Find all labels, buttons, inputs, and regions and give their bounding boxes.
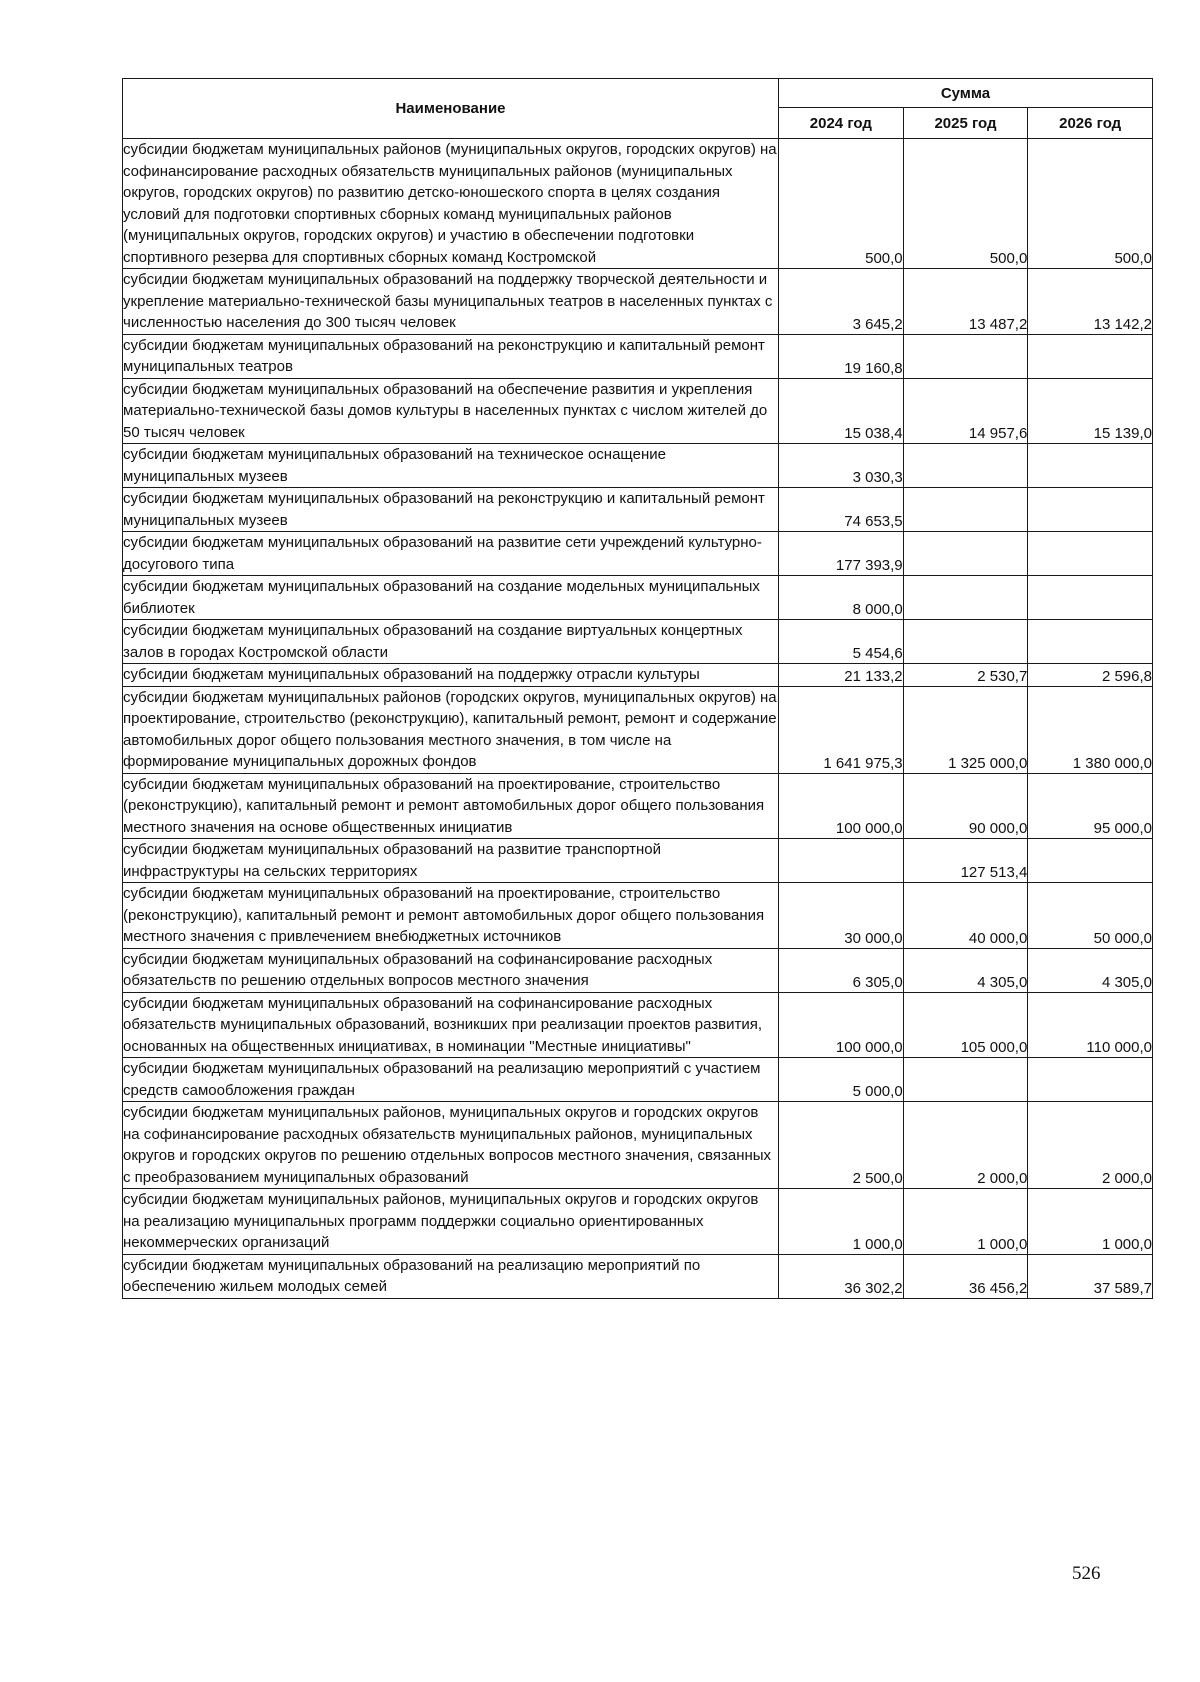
row-value-2026: 95 000,0	[1028, 773, 1153, 839]
row-name: субсидии бюджетам муниципальных образований на развитие сети учреждений культурно-досугового типа	[123, 532, 779, 576]
row-value-2026: 2 596,8	[1028, 664, 1153, 687]
table-body	[123, 139, 1153, 1299]
table-row	[123, 1102, 1153, 1189]
table-row	[123, 334, 1153, 378]
row-value-2024: 3 645,2	[779, 269, 904, 335]
row-value-2026: 500,0	[1028, 139, 1153, 269]
row-value-2025: 105 000,0	[903, 992, 1028, 1058]
row-name: субсидии бюджетам муниципальных образований на реализацию мероприятий по обеспечению жильем молодых семей	[123, 1254, 779, 1298]
table-row	[123, 839, 1153, 883]
row-value-2026	[1028, 1058, 1153, 1102]
row-value-2026	[1028, 444, 1153, 488]
row-value-2024: 500,0	[779, 139, 904, 269]
row-value-2024	[779, 839, 904, 883]
header-year-2025: 2025 год	[903, 108, 1028, 139]
table-row	[123, 883, 1153, 949]
row-value-2026: 37 589,7	[1028, 1254, 1153, 1298]
row-name: субсидии бюджетам муниципальных образований на софинансирование расходных обязательств по решению отдельных вопросов местного значения	[123, 948, 779, 992]
row-name: субсидии бюджетам муниципальных районов (муниципальных округов, городских округов) на софинансирование расходных обязательств муниципальных районов (муниципальных округов, городских округов) по развитию детско-юношеского спорта в целях создания условий для подготовки спортивных сборных команд муниципальных районов (муниципальных округов, городских округов) и участию в обеспечении подготовки спортивного резерва для спортивных сборных команд Костромской	[123, 139, 779, 269]
row-value-2024: 6 305,0	[779, 948, 904, 992]
row-name: субсидии бюджетам муниципальных районов (городских округов, муниципальных округов) на проектирование, строительство (реконструкцию), капитальный ремонт, ремонт и содержание автомобильных дорог общего пользования местного значения, в том числе на формирование муниципальных дорожных фондов	[123, 686, 779, 773]
row-value-2024: 1 000,0	[779, 1189, 904, 1255]
table-row	[123, 686, 1153, 773]
table-row	[123, 773, 1153, 839]
row-name: субсидии бюджетам муниципальных образований на софинансирование расходных обязательств муниципальных образований, возникших при реализации проектов развития, основанных на общественных инициативах, в номинации "Местные инициативы"	[123, 992, 779, 1058]
row-value-2026	[1028, 488, 1153, 532]
row-name: субсидии бюджетам муниципальных образований на поддержку творческой деятельности и укрепление материально-технической базы муниципальных театров в населенных пунктах с численностью населения до 300 тысяч человек	[123, 269, 779, 335]
row-value-2026: 15 139,0	[1028, 378, 1153, 444]
row-value-2026	[1028, 532, 1153, 576]
row-value-2025: 36 456,2	[903, 1254, 1028, 1298]
header-year-2026: 2026 год	[1028, 108, 1153, 139]
table-row	[123, 1058, 1153, 1102]
table-row	[123, 1189, 1153, 1255]
header-year-2024: 2024 год	[779, 108, 904, 139]
row-value-2024: 3 030,3	[779, 444, 904, 488]
row-name: субсидии бюджетам муниципальных образований на развитие транспортной инфраструктуры на сельских территориях	[123, 839, 779, 883]
row-value-2026	[1028, 334, 1153, 378]
table-row	[123, 139, 1153, 269]
row-value-2024: 100 000,0	[779, 992, 904, 1058]
table-header	[123, 79, 1153, 139]
row-value-2026: 4 305,0	[1028, 948, 1153, 992]
table-row	[123, 532, 1153, 576]
row-value-2026	[1028, 576, 1153, 620]
row-value-2025: 14 957,6	[903, 378, 1028, 444]
row-value-2025: 13 487,2	[903, 269, 1028, 335]
table-row	[123, 948, 1153, 992]
row-value-2024: 19 160,8	[779, 334, 904, 378]
row-value-2026: 110 000,0	[1028, 992, 1153, 1058]
row-value-2026: 50 000,0	[1028, 883, 1153, 949]
row-name: субсидии бюджетам муниципальных образований на проектирование, строительство (реконструкцию), капитальный ремонт и ремонт автомобильных дорог общего пользования местного значения с привлечением внебюджетных источников	[123, 883, 779, 949]
row-name: субсидии бюджетам муниципальных образований на поддержку отрасли культуры	[123, 664, 779, 687]
header-name: Наименование	[123, 79, 779, 139]
row-name: субсидии бюджетам муниципальных образований на создание модельных муниципальных библиотек	[123, 576, 779, 620]
row-value-2024: 21 133,2	[779, 664, 904, 687]
row-value-2025	[903, 334, 1028, 378]
row-value-2025	[903, 576, 1028, 620]
table-row	[123, 620, 1153, 664]
row-name: субсидии бюджетам муниципальных районов, муниципальных округов и городских округов на софинансирование расходных обязательств муниципальных районов, муниципальных округов и городских округов по решению отдельных вопросов местного значения, связанных с преобразованием муниципальных образований	[123, 1102, 779, 1189]
row-value-2024: 8 000,0	[779, 576, 904, 620]
row-value-2025: 127 513,4	[903, 839, 1028, 883]
row-value-2024: 30 000,0	[779, 883, 904, 949]
row-value-2025: 2 530,7	[903, 664, 1028, 687]
row-value-2024: 1 641 975,3	[779, 686, 904, 773]
row-value-2024: 5 000,0	[779, 1058, 904, 1102]
table-row	[123, 444, 1153, 488]
row-name: субсидии бюджетам муниципальных районов, муниципальных округов и городских округов на реализацию муниципальных программ поддержки социально ориентированных некоммерческих организаций	[123, 1189, 779, 1255]
row-value-2026	[1028, 620, 1153, 664]
row-value-2025: 500,0	[903, 139, 1028, 269]
table-row	[123, 378, 1153, 444]
row-name: субсидии бюджетам муниципальных образований на реализацию мероприятий с участием средств самообложения граждан	[123, 1058, 779, 1102]
row-value-2026: 1 000,0	[1028, 1189, 1153, 1255]
row-value-2024: 15 038,4	[779, 378, 904, 444]
table-row	[123, 992, 1153, 1058]
page-number: 526	[1072, 1563, 1101, 1584]
table-row	[123, 1254, 1153, 1298]
row-value-2025	[903, 444, 1028, 488]
row-value-2024: 36 302,2	[779, 1254, 904, 1298]
row-value-2025	[903, 620, 1028, 664]
row-value-2025	[903, 488, 1028, 532]
row-name: субсидии бюджетам муниципальных образований на техническое оснащение муниципальных музеев	[123, 444, 779, 488]
table-row	[123, 488, 1153, 532]
row-value-2025: 40 000,0	[903, 883, 1028, 949]
row-value-2025: 1 000,0	[903, 1189, 1028, 1255]
row-value-2025: 4 305,0	[903, 948, 1028, 992]
row-value-2024: 100 000,0	[779, 773, 904, 839]
row-value-2025	[903, 1058, 1028, 1102]
row-value-2024: 5 454,6	[779, 620, 904, 664]
row-name: субсидии бюджетам муниципальных образований на проектирование, строительство (реконструкцию), капитальный ремонт и ремонт автомобильных дорог общего пользования местного значения на основе общественных инициатив	[123, 773, 779, 839]
table-row	[123, 576, 1153, 620]
table-row	[123, 664, 1153, 687]
header-sum: Сумма	[779, 79, 1153, 108]
row-name: субсидии бюджетам муниципальных образований на обеспечение развития и укрепления материально-технической базы домов культуры в населенных пунктах с числом жителей до 50 тысяч человек	[123, 378, 779, 444]
row-value-2025: 2 000,0	[903, 1102, 1028, 1189]
row-value-2025: 1 325 000,0	[903, 686, 1028, 773]
row-value-2026: 2 000,0	[1028, 1102, 1153, 1189]
row-value-2026: 1 380 000,0	[1028, 686, 1153, 773]
row-value-2025: 90 000,0	[903, 773, 1028, 839]
row-value-2024: 74 653,5	[779, 488, 904, 532]
budget-table	[122, 78, 1153, 1299]
table-row	[123, 269, 1153, 335]
row-value-2026: 13 142,2	[1028, 269, 1153, 335]
row-name: субсидии бюджетам муниципальных образований на реконструкцию и капитальный ремонт муниципальных музеев	[123, 488, 779, 532]
row-value-2024: 177 393,9	[779, 532, 904, 576]
row-value-2026	[1028, 839, 1153, 883]
row-name: субсидии бюджетам муниципальных образований на реконструкцию и капитальный ремонт муниципальных театров	[123, 334, 779, 378]
row-value-2025	[903, 532, 1028, 576]
row-name: субсидии бюджетам муниципальных образований на создание виртуальных концертных залов в городах Костромской области	[123, 620, 779, 664]
row-value-2024: 2 500,0	[779, 1102, 904, 1189]
